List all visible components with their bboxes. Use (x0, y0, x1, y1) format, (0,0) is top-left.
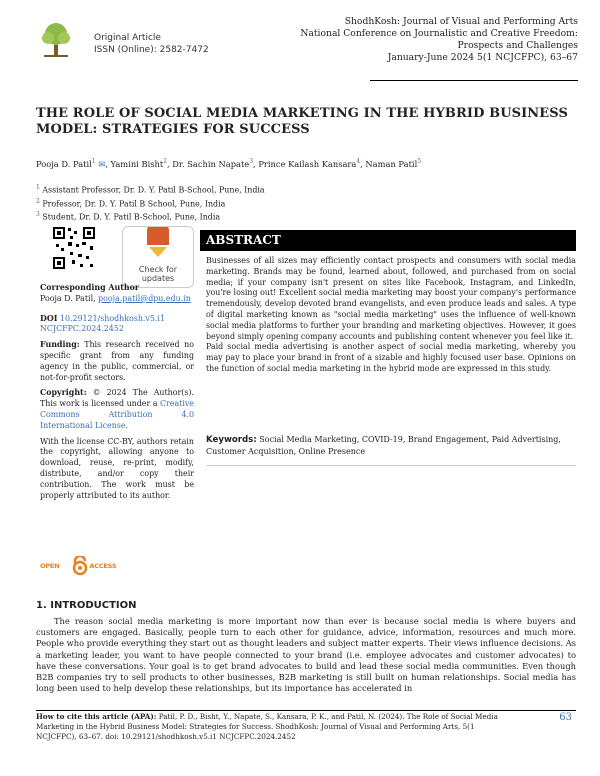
author-3[interactable]: Dr. Sachin Napate (172, 158, 250, 169)
citation: How to cite this article (APA): Patil, P. D., Bisht, Y., Napate, S., Kansara, P. K., and Patil, N. (2024). The Role of Social Media Marketing in the Hybrid Business Model: Strategies for Success. ShodhKosh: Journal of Visual and Performing Arts, 5(1 NCJCFPC), 63–67. doi: 10.29121/shodhkosh.v5.i1 NCJCFPC.2024.2452 (36, 712, 498, 741)
abstract-heading: ABSTRACT (200, 230, 576, 251)
article-title: THE ROLE OF SOCIAL MEDIA MARKETING IN THE HYBRID BUSINESS MODEL: STRATEGIES FOR SUCCESS (36, 106, 568, 137)
author-5[interactable]: Naman Patil (365, 158, 418, 169)
author-2[interactable]: Yamini Bisht (110, 158, 164, 169)
abstract-paragraph-2: Paid social media advertising is another aspect of social media marketing, whereby you may pay to place your brand in front of a sizable and highly focused user base. Opinions on the function of social media marketing in the hybrid mode are expressed in this study. (206, 342, 576, 373)
conference-line-1: National Conference on Journalistic and Creative Freedom: (300, 28, 578, 39)
keywords-divider (206, 465, 576, 466)
email-icon[interactable]: ✉ (98, 158, 106, 169)
funding-statement: Funding: This research received no specific grant from any funding agency in the public, commercial, or not-for-profit sectors. (40, 340, 194, 382)
corresponding-author-heading: Corresponding Author (40, 283, 140, 292)
journal-info (300, 16, 578, 64)
qr-code (52, 226, 96, 270)
sidebar (40, 280, 194, 501)
affiliation-2: Professor, Dr. D. Y. Patil B School, Pune, India (42, 199, 226, 209)
open-access-badge (40, 556, 120, 578)
license-link[interactable]: Creative Commons Attribution 4.0 International License. (40, 399, 194, 430)
abstract-body (206, 256, 576, 375)
author-list: Pooja D. Patil$^1$ ✉, Yamini Bisht$^2$, Dr. Sachin Napate$^3$, Prince Kailash Kansara$^4$, Naman Patil$^5$ (36, 158, 422, 169)
check-for-updates-label: Check for updates (138, 265, 178, 283)
keywords: Keywords: Social Media Marketing, COVID-19, Brand Engagement, Paid Advertising, Customer Acquisition, Online Presence (206, 435, 561, 456)
copyright-statement: Copyright: © 2024 The Author(s). This work is licensed under a Creative Commons Attribution 4.0 International License. (40, 388, 194, 430)
journal-logo (36, 20, 76, 60)
introduction-body: The reason social media marketing is more important now than ever is because social media is where buyers and customers are engaged. Basically, people turn to each other for guidance, advice, information, resources and much more. People who provide everything they start out as thought leaders and subject matter experts. Their views influence decisions. As a marketing leader, you want to have people connected to your brand (i.e. employee advocates and customer advocates) to have these conversations. Your goal is to get brand advocates to build and lead these social media communities. Even though B2B companies try to sell products to other businesses, B2B marketing is still built on human relationships. Social media has long been used to help develop these relationships, but its importance has accelerated in (36, 616, 576, 694)
journal-name: ShodhKosh: Journal of Visual and Performing Arts (344, 16, 578, 27)
affiliation-1: Assistant Professor, Dr. D. Y. Patil B-School, Pune, India (42, 185, 265, 195)
open-access-label: OPEN ACCESS (40, 562, 117, 570)
footer-divider (36, 710, 576, 711)
introduction-heading: 1. INTRODUCTION (36, 600, 137, 611)
issue-info: January-June 2024 5(1 NCJCFPC), 63–67 (387, 52, 578, 63)
page-number: 63 (559, 712, 572, 723)
author-email-link[interactable]: pooja.patil@dpu.edu.in (98, 293, 191, 303)
author-4[interactable]: Prince Kailash Kansara (258, 158, 357, 169)
article-meta (94, 32, 209, 56)
abstract-paragraph-1: Businesses of all sizes may efficiently contact prospects and consumers with social media marketing. Brands may be found, learned about, followed, and purchased from on social media; if your company isn't present on sites like Facebook, Instagram, and LinkedIn, you're losing out! Excellent social media marketing may boost your company's performance tremendously, develop devoted brand evangelists, and even produce leads and sales. A type of digital marketing known as "social media marketing" uses the influence of well-known social media platforms to further your branding and marketing objectives. However, it goes beyond simply opening company accounts and publishing content whenever you feel like it. (206, 256, 576, 341)
affiliations: $^1$ Assistant Professor, Dr. D. Y. Patil B-School, Pune, India $^2$ Professor, Dr. D. Y. Patil B School, Pune, India $^3$ Student, Dr. D. Y. Patil B-School, Pune, India (36, 184, 265, 222)
check-for-updates-badge[interactable] (122, 226, 194, 288)
doi: DOI 10.29121/shodhkosh.v5.i1 NCJCFPC.2024.2452 (40, 313, 165, 334)
conference-line-2: Prospects and Challenges (457, 40, 578, 51)
doi-link[interactable]: 10.29121/shodhkosh.v5.i1 NCJCFPC.2024.2452 (40, 313, 165, 334)
corresponding-author: Pooja D. Patil, pooja.patil@dpu.edu.in (40, 293, 191, 303)
affiliation-3: Student, Dr. D. Y. Patil B-School, Pune, India (42, 212, 221, 222)
author-1[interactable]: Pooja D. Patil (36, 158, 92, 169)
issn: ISSN (Online): 2582-7472 (94, 45, 209, 55)
header-divider (370, 80, 578, 81)
license-text: With the license CC-BY, authors retain the copyright, allowing anyone to download, reuse, re-print, modify, distribute, and/or copy their contribution. The work must be properly attributed to its author. (40, 436, 194, 500)
article-type: Original Article (94, 33, 161, 43)
